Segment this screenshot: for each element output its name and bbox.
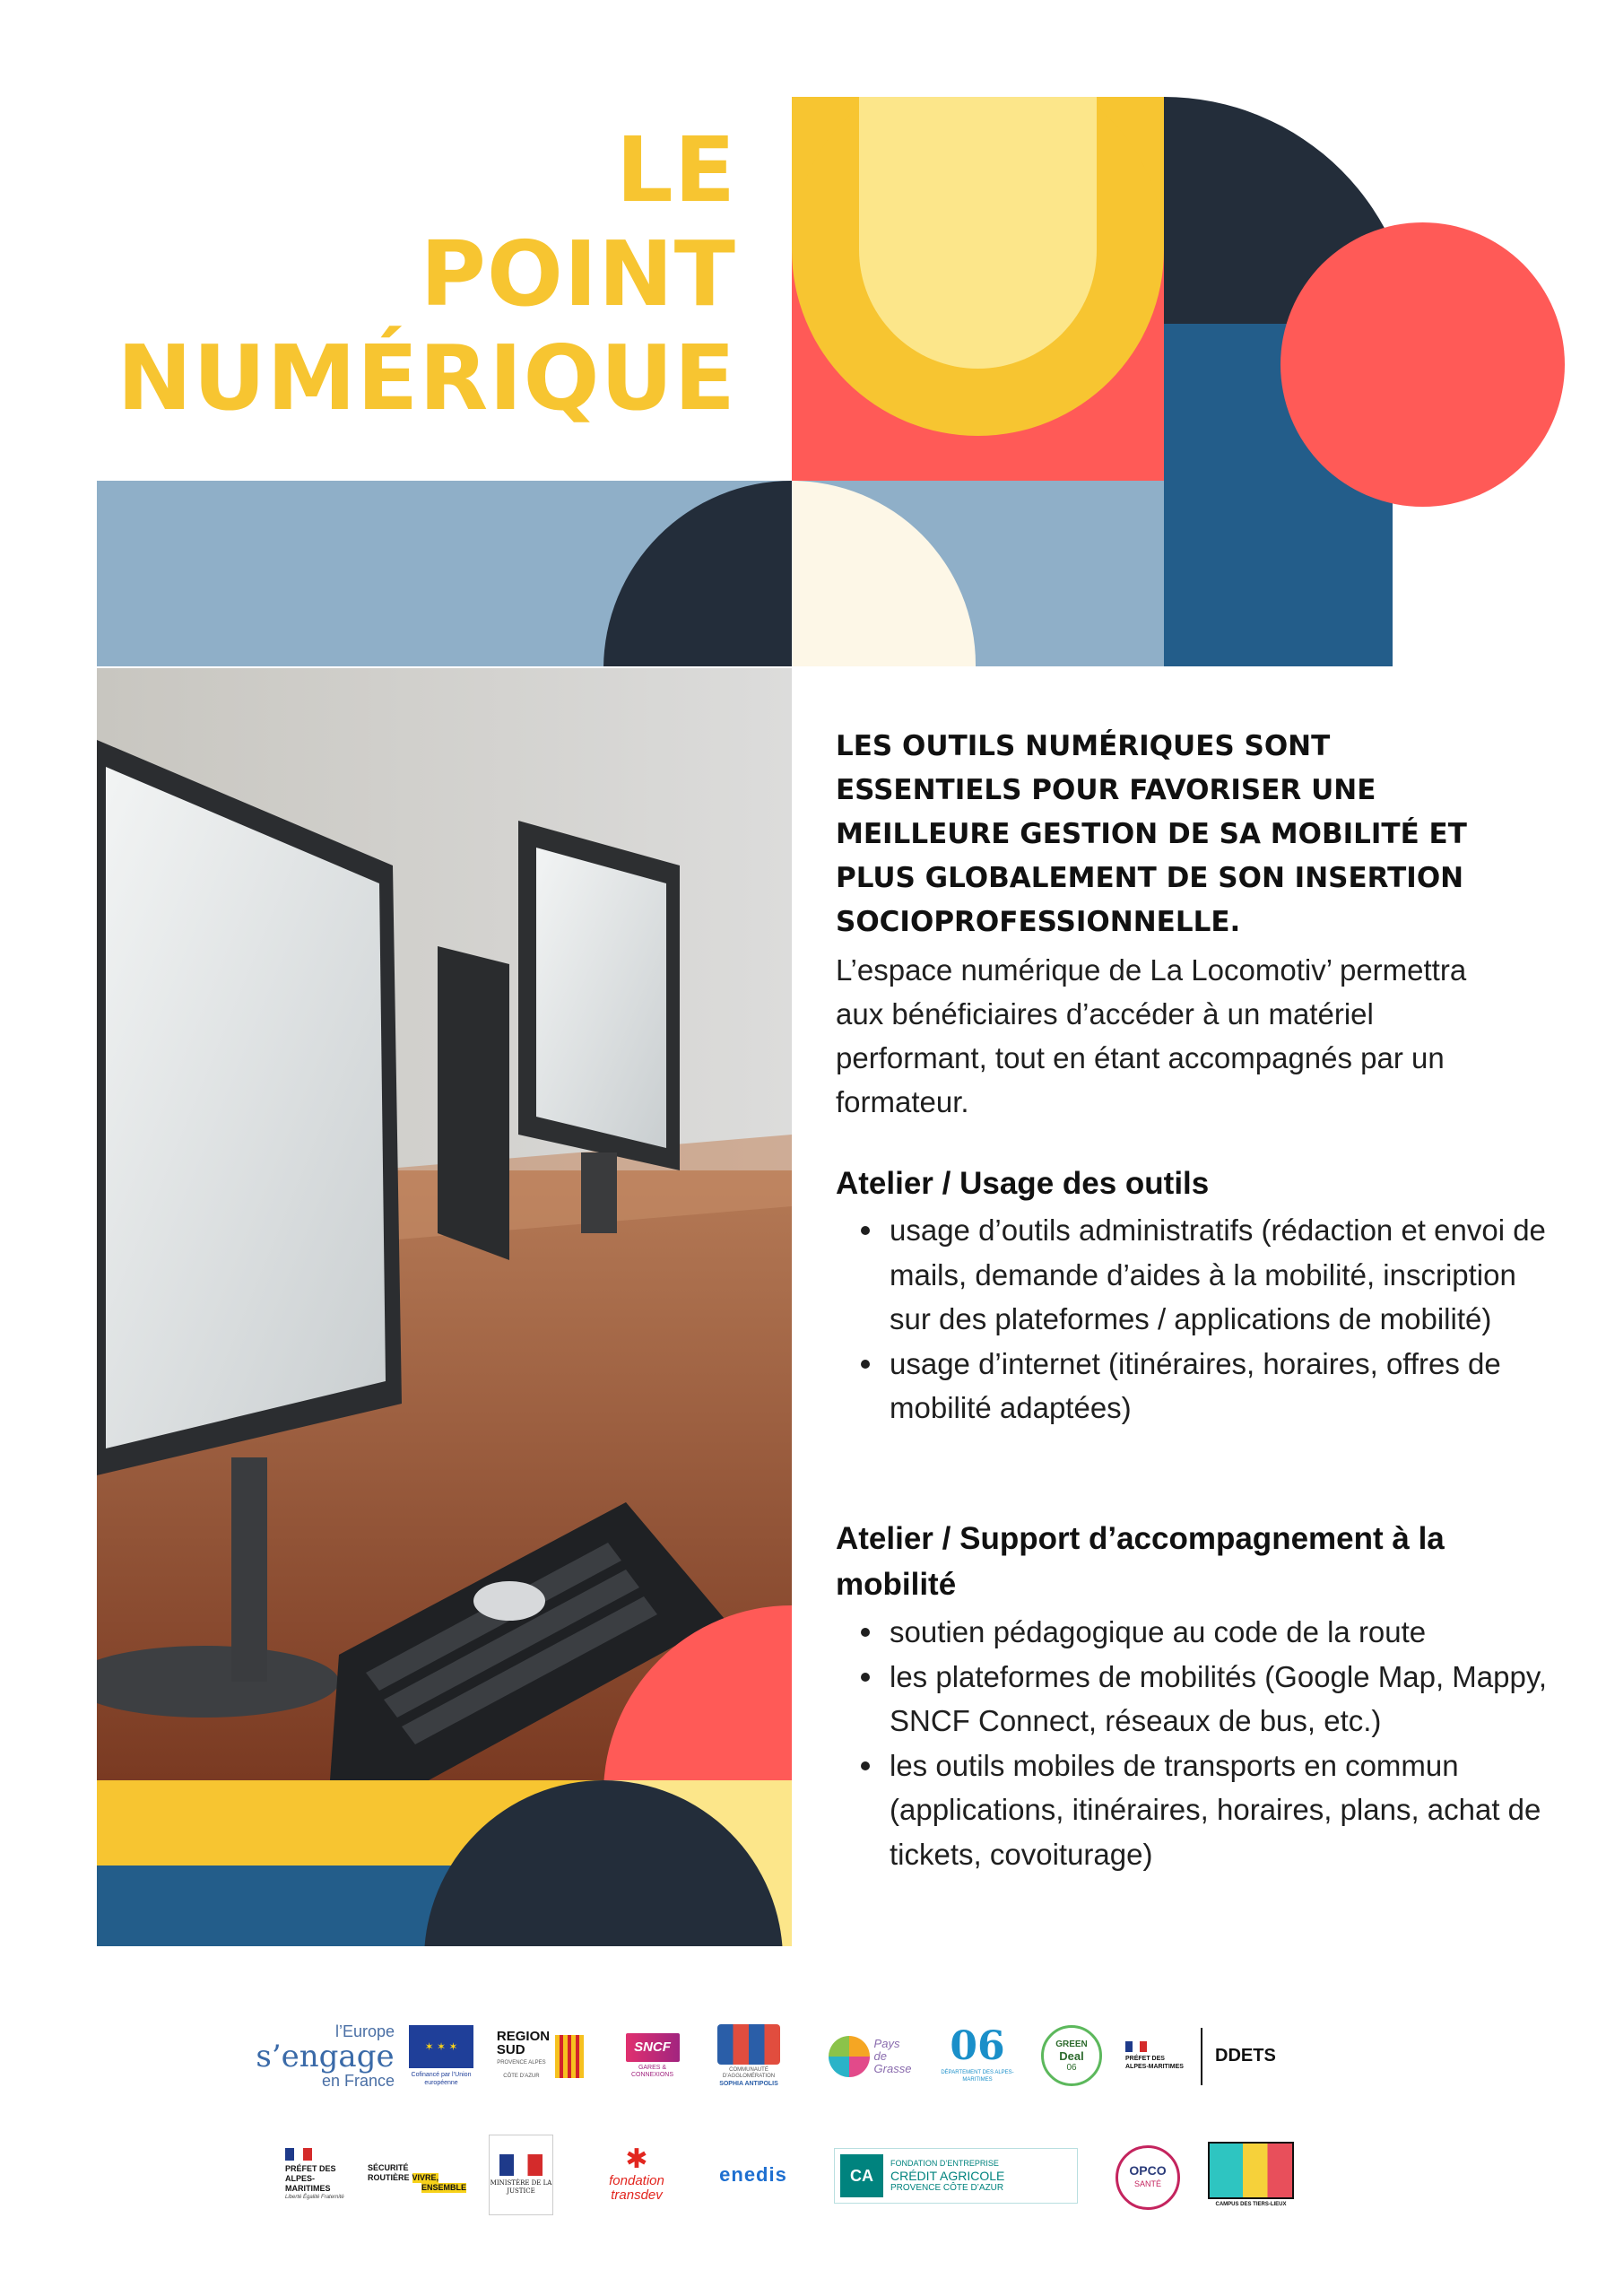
opco-sante-logo: OPCO SANTÉ (1112, 2142, 1184, 2213)
prefet-ddets-logo: PRÉFET DES ALPES-MARITIMES DDETS (1125, 2022, 1287, 2090)
flower-icon (829, 2036, 870, 2077)
list-item: les plateformes de mobilités (Google Map, Mappy, SNCF Connect, réseaux de bus, etc.) (890, 1655, 1553, 1744)
title-line-3: NUMÉRIQUE (117, 326, 736, 430)
region-flag-icon (555, 2035, 584, 2078)
marianne-icon (1125, 2041, 1147, 2052)
navy-semicircle-bottom (424, 1780, 783, 1946)
title-line-2: POINT (420, 222, 736, 326)
casa-figures-icon (717, 2024, 780, 2065)
marianne-icon (499, 2154, 543, 2176)
green-deal-logo: GREEN Deal 06 (1040, 2020, 1103, 2092)
runner-icon: ✱ (625, 2144, 648, 2174)
list-item: usage d’internet (itinéraires, horaires, offres de mobilité adaptées) (890, 1342, 1553, 1431)
credit-agricole-foundation-logo: CA FONDATION D’ENTREPRISE CRÉDIT AGRICOLE PROVENCE CÔTE D’AZUR (834, 2148, 1078, 2204)
region-sud-logo: REGION SUD PROVENCE ALPES CÔTE D’AZUR (489, 2022, 592, 2090)
marianne-icon (285, 2148, 312, 2161)
coral-circle (1280, 222, 1565, 507)
list-item: usage d’outils administratifs (rédaction et envoi de mails, demande d’aides à la mobilité, inscription sur des plateformes / applications de mobilité) (890, 1208, 1553, 1342)
navy-semicircle-band (603, 481, 792, 666)
section2-list (836, 1610, 1553, 1876)
intro-paragraph: L’espace numérique de La Locomotiv’ permettra aux bénéficiaires d’accéder à un matériel performant, tout en étant accompagnés par un formateur. (836, 953, 1467, 1118)
yellow-arch-shape (792, 97, 1164, 436)
title-line-1: LE (615, 117, 736, 222)
ministere-justice-logo: MINISTÈRE DE LA JUSTICE (489, 2135, 553, 2215)
cream-quarter-circle (792, 481, 976, 666)
campus-tiers-lieux-logo: CAMPUS DES TIERS-LIEUX (1206, 2135, 1296, 2213)
list-item: soutien pédagogique au code de la route (890, 1610, 1553, 1655)
section1-heading: Atelier / Usage des outils (836, 1166, 1210, 1201)
section1-list (836, 1208, 1553, 1431)
eu-flag-logo: ✶ ✶ ✶ Cofinancé par l’Union européenne (405, 2018, 477, 2094)
prefet-alpes-maritimes-logo: PRÉFET DES ALPES-MARITIMES Liberté Égalité Fraternité (285, 2136, 357, 2213)
campus-squares-icon (1208, 2142, 1294, 2199)
list-item: les outils mobiles de transports en commun (applications, itinéraires, horaires, plans, achat de tickets, covoiturage) (890, 1744, 1553, 1877)
europe-sengage-logo: l’Europe s’engage en France (256, 2022, 395, 2090)
enedis-logo: enedis (719, 2163, 787, 2186)
eu-flag-icon: ✶ ✶ ✶ (409, 2025, 473, 2068)
page-title (117, 118, 736, 430)
section2-heading: Atelier / Support d’accompagnement à la mobilité (836, 1521, 1445, 1602)
ca-emblem-icon: CA (840, 2154, 883, 2197)
coral-quarter-circle-photo (603, 1605, 792, 1780)
securite-routiere-logo: SÉCURITÉ ROUTIÈRE VIVRE, ENSEMBLE (368, 2162, 466, 2192)
sncf-gares-logo: SNCF GARES & CONNEXIONS (619, 2029, 686, 2083)
lead-statement: LES OUTILS NUMÉRIQUES SONT ESSENTIELS POUR FAVORISER UNE MEILLEURE GESTION DE SA MOBILITÉ ET PLUS GLOBALEMENT DE SON INSERTION SOCIOPROFESSIONNELLE. (836, 730, 1467, 938)
pays-de-grasse-logo: Pays de Grasse (820, 2022, 919, 2090)
fondation-transdev-logo: ✱ fondation transdev (609, 2144, 664, 2203)
casa-logo: COMMUNAUTÉ D’AGGLOMÉRATION SOPHIA ANTIPOLIS (708, 2018, 789, 2094)
departement-06-logo: 06 DÉPARTEMENT DES ALPES-MARITIMES (941, 2023, 1014, 2083)
